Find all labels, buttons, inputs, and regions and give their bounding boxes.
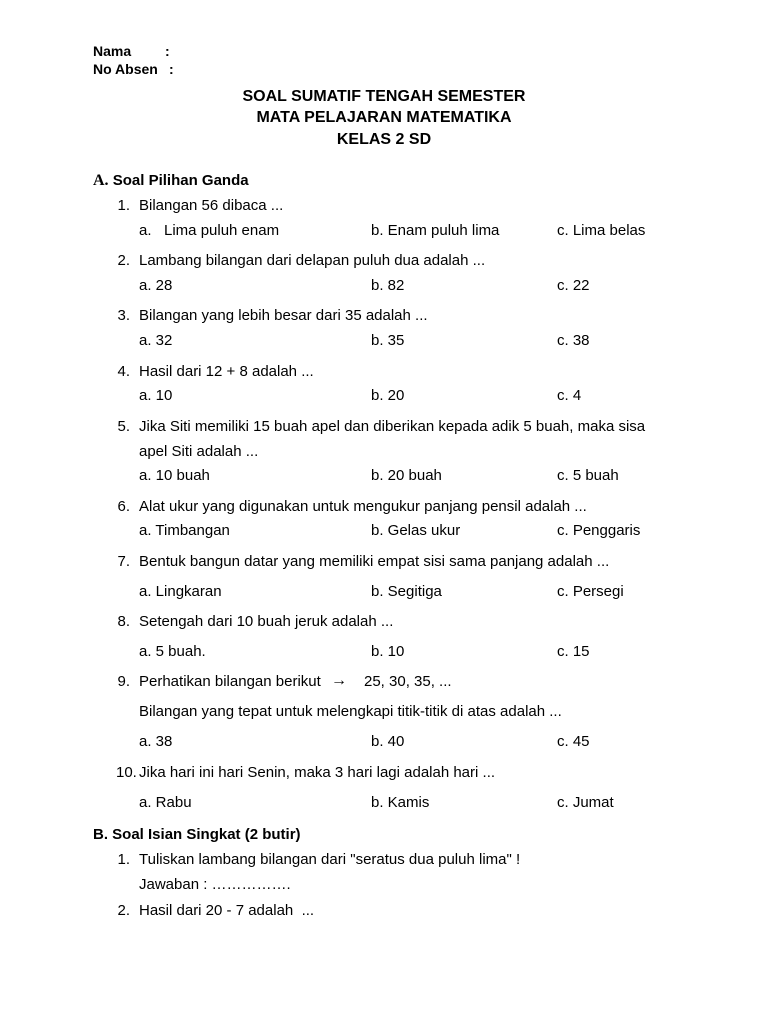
question-number: 5.	[117, 418, 130, 435]
option-b: b. Segitiga	[371, 583, 442, 600]
option-b: b. Gelas ukur	[371, 522, 461, 539]
question-text: Jika hari ini hari Senin, maka 3 hari lagi adalah hari ...	[139, 764, 496, 781]
question-text: Lambang bilangan dari delapan puluh dua adalah ...	[139, 252, 486, 269]
question-text: Jika Siti memiliki 15 buah apel dan diberikan kepada adik 5 buah, maka sisa	[139, 418, 646, 435]
option-a: a. 10	[139, 387, 173, 404]
option-c: c. 45	[557, 733, 590, 750]
option-b: b. Kamis	[371, 794, 430, 811]
question-text-continued: Bilangan yang tepat untuk melengkapi titik-titik di atas adalah ...	[139, 703, 562, 720]
option-a: a. 10 buah	[139, 467, 210, 484]
option-b: b. 82	[371, 277, 405, 294]
question-number: 10.	[116, 764, 137, 781]
question-text: Setengah dari 10 buah jeruk adalah ...	[139, 613, 394, 630]
question-number: 8.	[117, 613, 130, 630]
option-c: c. 4	[557, 387, 582, 404]
short-answer-number: 1.	[117, 851, 130, 868]
question-number: 1.	[117, 197, 130, 214]
question-number: 6.	[117, 498, 130, 515]
option-a: a. 5 buah.	[139, 643, 206, 660]
option-b: b. 10	[371, 643, 405, 660]
question-number: 7.	[117, 553, 130, 570]
nama-colon: :	[165, 43, 170, 59]
absen-colon: :	[169, 61, 174, 77]
option-c: c. 22	[557, 277, 590, 294]
option-a: a. 38	[139, 733, 173, 750]
question-text-continued: apel Siti adalah ...	[139, 443, 259, 460]
arrow-right-icon: →	[331, 672, 347, 689]
question-text: Bilangan yang lebih besar dari 35 adalah ...	[139, 307, 428, 324]
question-text: Perhatikan bilangan berikut	[139, 673, 321, 690]
option-c: c. Lima belas	[557, 222, 646, 239]
question-text: Alat ukur yang digunakan untuk mengukur panjang pensil adalah ...	[139, 498, 587, 515]
option-a: a. Lingkaran	[139, 583, 222, 600]
option-a: a. 28	[139, 277, 173, 294]
option-b: b. 35	[371, 332, 405, 349]
question-number: 4.	[117, 363, 130, 380]
option-c: c. 15	[557, 643, 590, 660]
answer-line: Jawaban : …………….	[139, 876, 291, 893]
title-line-2: MATA PELAJARAN MATEMATIKA	[256, 109, 512, 126]
number-sequence: 25, 30, 35, ...	[364, 673, 452, 690]
option-b: b. 20 buah	[371, 467, 442, 484]
short-answer-text: Hasil dari 20 - 7 adalah ...	[139, 902, 315, 919]
option-c: c. 5 buah	[557, 467, 619, 484]
option-a: a. Lima puluh enam	[139, 222, 280, 239]
absen-label: No Absen	[93, 61, 158, 77]
option-c: c. Jumat	[557, 794, 614, 811]
section-b-heading: B. Soal Isian Singkat (2 butir)	[93, 826, 301, 843]
section-a-heading	[93, 172, 249, 190]
section-a-title: Soal Pilihan Ganda	[112, 172, 249, 189]
question-number: 9.	[117, 673, 130, 690]
question-number: 2.	[117, 252, 130, 269]
title-line-1: SOAL SUMATIF TENGAH SEMESTER	[242, 88, 526, 105]
short-answer-number: 2.	[117, 902, 130, 919]
title-line-3: KELAS 2 SD	[336, 131, 432, 148]
option-c: c. Penggaris	[557, 522, 641, 539]
nama-label: Nama	[93, 43, 132, 59]
question-text: Hasil dari 12 + 8 adalah ...	[139, 363, 314, 380]
option-b: b. 40	[371, 733, 405, 750]
option-b: b. 20	[371, 387, 405, 404]
option-b: b. Enam puluh lima	[371, 222, 500, 239]
question-text: Bentuk bangun datar yang memiliki empat sisi sama panjang adalah ...	[139, 553, 610, 570]
option-a: a. 32	[139, 332, 173, 349]
option-a: a. Rabu	[139, 794, 192, 811]
option-c: c. 38	[557, 332, 590, 349]
question-number: 3.	[117, 307, 130, 324]
option-a: a. Timbangan	[139, 522, 230, 539]
option-c: c. Persegi	[557, 583, 624, 600]
short-answer-text: Tuliskan lambang bilangan dari "seratus dua puluh lima" !	[139, 851, 521, 868]
question-text: Bilangan 56 dibaca ...	[139, 197, 284, 214]
section-a-letter: A.	[93, 172, 109, 189]
